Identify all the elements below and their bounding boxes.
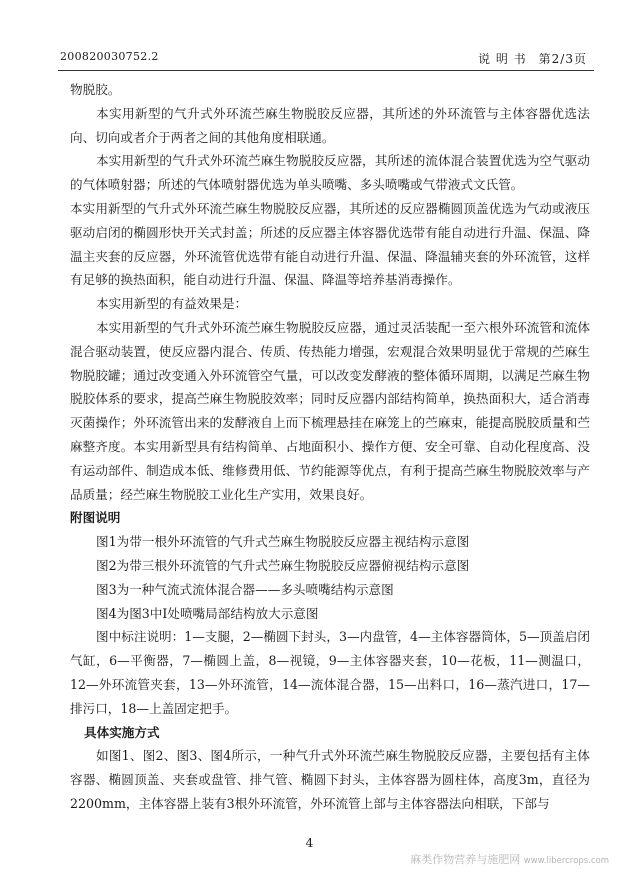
patent-number: 200820030752.2 <box>60 50 159 63</box>
figure-caption: 图1为带一根外环流管的气升式苎麻生物脱胶反应器主视结构示意图 <box>96 534 470 550</box>
figure-caption: 图2为带三根外环流管的气升式苎麻生物脱胶反应器俯视结构示意图 <box>96 557 470 573</box>
watermark <box>410 851 609 867</box>
figure-caption: 图3为一种气流式流体混合器——多头喷嘴结构示意图 <box>96 581 394 597</box>
figure-legend: 图中标注说明：1—支腿，2—椭圆下封头，3—内盘管，4—主体容器筒体，5—顶盖启闭气缸，6—平衡器，7—椭圆上盖，8—视镜，9—主体容器夹套，10—花板，11—测温口，12—外环流管夹套，13—外环流管，14—流体混合器，15—出料口，16—蒸汽进口，17—排污口，18—上盖固定把手。 <box>70 629 590 716</box>
implementation-heading: 具体实施方式 <box>84 724 160 740</box>
paragraph: 物脱胶。 <box>70 82 121 97</box>
page-number: 4 <box>305 836 314 850</box>
header-right <box>478 50 587 67</box>
paragraph: 本实用新型的有益效果是： <box>96 296 248 312</box>
paragraph: 本实用新型的气升式外环流苎麻生物脱胶反应器，其所述的反应器椭圆顶盖优选为气动或液压驱动启闭的椭圆形快开关式封盖；所述的反应器主体容器优选带有能自动进行升温、保温、降温主夹套的反应器，外环流管优选带有能自动进行升温、保温、降温辅夹套的外环流管，这样有足够的换热面积，能自动进行升温、保温、降温等培养基消毒操作。 <box>70 200 590 288</box>
watermark-text: 麻类作物营养与施肥网 <box>410 853 521 866</box>
figures-heading: 附图说明 <box>70 510 121 526</box>
document-type: 说 明 书 <box>478 52 527 66</box>
paragraph: 本实用新型的气升式外环流苎麻生物脱胶反应器，其所述的外环流管与主体容器优选法向、切向或者介于两者之间的其他角度相联通。 <box>70 105 590 145</box>
header-rule <box>58 70 594 71</box>
page-info: 第2/3页 <box>538 52 587 66</box>
paragraph: 本实用新型的气升式外环流苎麻生物脱胶反应器，其所述的流体混合装置优选为空气驱动的气体喷射器；所述的气体喷射器优选为单头喷嘴、多头喷嘴或气带液式文氏管。 <box>70 153 590 193</box>
figure-caption: 图4为图3中I处喷嘴局部结构放大示意图 <box>96 605 319 621</box>
paragraph: 本实用新型的气升式外环流苎麻生物脱胶反应器，通过灵活装配一至六根外环流管和流体混合驱动装置，使反应器内混合、传质、传热能力增强，宏观混合效果明显优于常规的苎麻生物脱胶罐；通过改变通入外环流管空气量，可以改变发酵液的整体循环周期，以满足苎麻生物脱胶体系的要求，提高苎麻生物脱胶效率；同时反应器内部结构简单，换热面积大，适合消毒灭菌操作；外环流管出来的发酵液自上而下梳理悬挂在麻笼上的苎麻束，能提高脱胶质量和苎麻整齐度。本实用新型具有结构简单、占地面积小、操作方便、安全可靠、自动化程度高、没有运动部件、制造成本低、维修费用低、节约能源等优点，有利于提高苎麻生物脱胶效率与产品质量；经苎麻生物脱胶工业化生产实用，效果良好。 <box>70 319 590 502</box>
watermark-url: www.libercrops.com <box>523 856 609 866</box>
implementation-text: 如图1、图2、图3、图4所示，一种气升式外环流苎麻生物脱胶反应器，主要包括有主体容器、椭圆顶盖、夹套或盘管、排气管、椭圆下封头，主体容器为圆柱体，高度3m，直径为2200mm，主体容器上装有3根外环流管，外环流管上部与主体容器法向相联，下部与 <box>70 748 590 811</box>
document-body <box>70 78 590 816</box>
